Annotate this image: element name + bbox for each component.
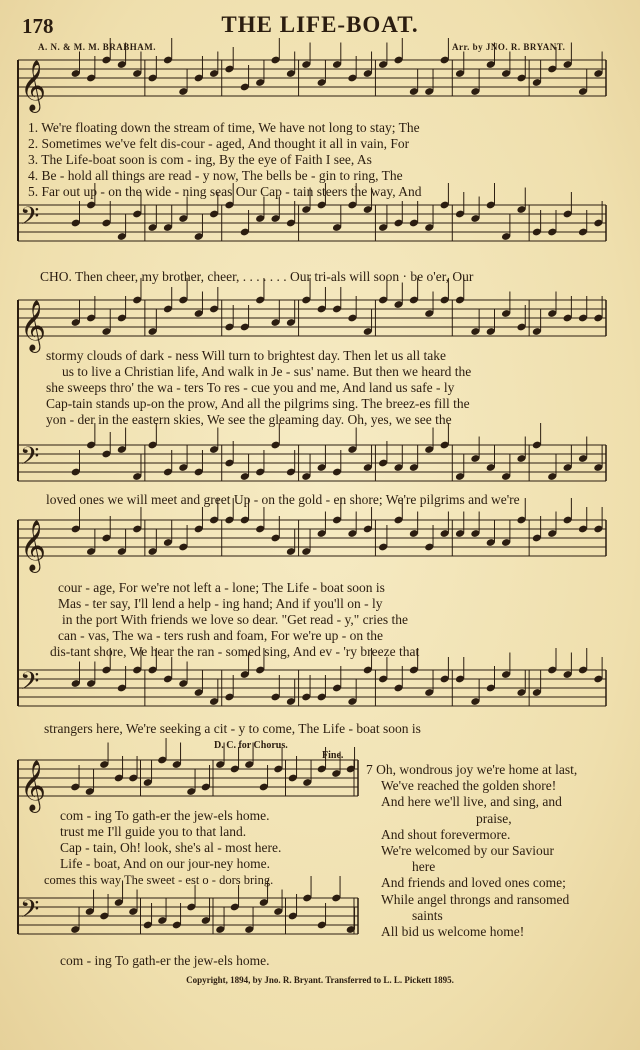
verse-line: 7 Oh, wondrous joy we're home at last, [366, 762, 578, 777]
lyric-line: in the port With friends we love so dear. "Get read - y," cries the [62, 612, 408, 627]
lyric-line: com - ing To gath-er the jew-els home. [60, 808, 270, 823]
verse-line: And shout forevermore. [381, 826, 511, 842]
lyric-line: cour - age, For we're not left a - lone; The Life - boat soon is [58, 580, 385, 595]
lyric-line: yon - der in the eastern skies, We see the gleaming day. Oh, yes, we see the [46, 412, 452, 427]
lyric-line: 5. Far out up - on the wide - ning seas Our Cap - tain steers the way, And [28, 184, 422, 199]
verse-line: saints [412, 907, 443, 923]
treble-clef-icon: 𝄞 [20, 520, 47, 571]
page-number: 178 [22, 14, 54, 38]
fine-marking: Fine. [322, 750, 344, 761]
verse-line: While angel throngs and ransomed [381, 891, 570, 907]
music-credit: Arr. by JNO. R. BRYANT. [452, 42, 566, 52]
bass-clef-icon: 𝄢 [20, 667, 40, 702]
verse-line: praise, [476, 810, 512, 826]
lyric-line: she sweeps thro' the wa - ters To res - cue you and me, And land us safe - ly [46, 380, 455, 395]
lyrics-system-1 [28, 120, 598, 200]
hymn-title: THE LIFE-BOAT. [221, 12, 419, 37]
lyrics-system-4 [44, 808, 360, 888]
verse-7 [366, 762, 626, 940]
treble-clef-icon: 𝄞 [20, 60, 47, 111]
lyric-line: Cap-tain stands up-on the prow, And all the pilgrims sing. The breez-es fill the [46, 396, 470, 411]
verse-line: We're welcomed by our Saviour [381, 843, 555, 859]
verse-line: We've reached the golden shore! [381, 778, 557, 794]
verse-line: here [412, 859, 436, 875]
treble-clef-icon: 𝄞 [20, 300, 47, 351]
chorus-lyric-3: strangers here, We're seeking a cit - y to come, The Life - boat soon is [44, 721, 421, 736]
treble-clef-icon: 𝄞 [20, 760, 47, 811]
verse-line: And here we'll live, and sing, and [381, 794, 562, 810]
copyright-notice: Copyright, 1894, by Jno. R. Bryant. Transferred to L. L. Pickett 1895. [186, 975, 454, 985]
verse-line: All bid us welcome home! [381, 924, 525, 940]
lyric-line: 1. We're floating down the stream of time, We have not long to stay; The [28, 120, 420, 135]
bass-clef-icon: 𝄢 [20, 895, 40, 930]
bass-clef-icon: 𝄢 [20, 202, 40, 237]
lyric-line: Mas - ter say, I'll lend a help - ing hand; And if you'll on - ly [58, 596, 383, 611]
chorus-lyric-4: com - ing To gath-er the jew-els home. [60, 953, 270, 968]
lyrics-system-3 [50, 580, 628, 660]
lyric-line: Life - boat, And on our jour-ney home. [60, 856, 271, 871]
lyric-line: us to live a Christian life, And walk in Je - sus' name. But then we heard the [62, 364, 472, 379]
lyric-line: trust me I'll guide you to that land. [60, 824, 247, 839]
lyric-line: stormy clouds of dark - ness Will turn to brightest day. Then let us all take [46, 348, 447, 363]
chorus-lyric-2: loved ones we will meet and greet Up - on the gold - en shore; We're pilgrims and we're [46, 492, 520, 507]
lyric-line: can - vas, The wa - ters rush and foam, For we're up - on the [58, 628, 383, 643]
bass-clef-icon: 𝄢 [20, 442, 40, 477]
chorus-lyric-1: CHO. Then cheer, my brother, cheer, . . . . . . . Our tri-als will soon · be o'er, Our [40, 269, 474, 284]
lyric-line: 2. Sometimes we've felt dis-cour - aged, And thought it all in vain, For [28, 136, 410, 151]
words-credit: A. N. & M. M. BRABHAM. [38, 42, 156, 52]
dc-marking: D. C. for Chorus. [214, 740, 288, 751]
lyric-line: comes this way The sweet - est o - dors bring. [44, 873, 274, 887]
lyrics-system-2 [46, 348, 616, 428]
lyric-line: 3. The Life-boat soon is com - ing, By the eye of Faith I see, As [28, 152, 372, 167]
verse-line: And friends and loved ones come; [381, 875, 566, 891]
lyric-line: Cap - tain, Oh! look, she's al - most here. [60, 840, 282, 855]
lyric-line: 4. Be - hold all things are read - y now, The bells be - gin to ring, The [28, 168, 403, 183]
lyric-line: dis-tant shore, We hear the ran - somed sing, And ev - 'ry breeze that [50, 644, 420, 659]
